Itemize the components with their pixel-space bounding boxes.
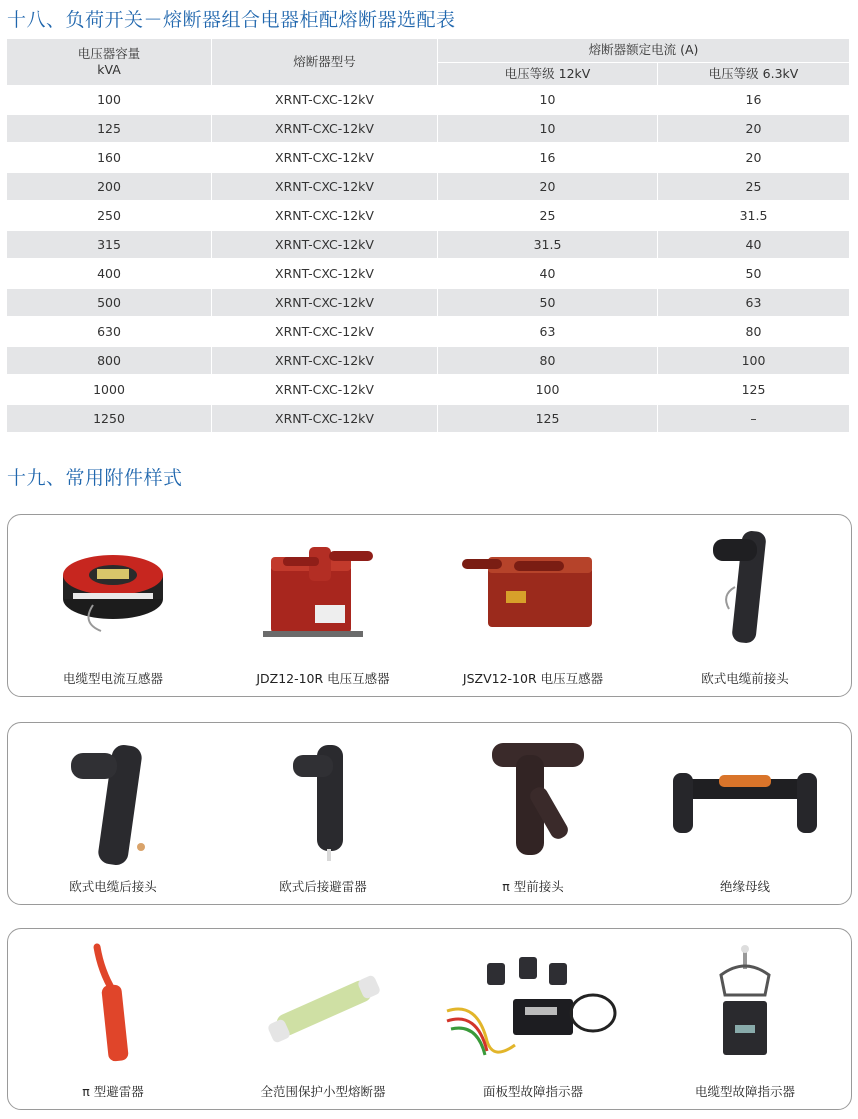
accessory-item — [218, 929, 428, 1109]
table-row — [7, 259, 850, 288]
cell-i12: 100 — [438, 375, 658, 404]
cell-i12: 20 — [438, 172, 658, 201]
cell-model: XRNT-CXC-12kV — [212, 114, 438, 143]
section-18-title: 十八、负荷开关－熔断器组合电器柜配熔断器选配表 — [7, 9, 456, 31]
cell-kva: 1250 — [7, 404, 212, 433]
cell-i12: 10 — [438, 114, 658, 143]
section-19-title: 十九、常用附件样式 — [7, 467, 183, 489]
table-row — [7, 114, 850, 143]
accessory-caption: 欧式电缆前接头 — [701, 671, 789, 686]
insulated-busbar-image — [640, 735, 850, 865]
cell-i63: 31.5 — [658, 201, 850, 230]
accessory-panel-2 — [7, 722, 852, 905]
cell-kva: 250 — [7, 201, 212, 230]
accessory-caption: π 型避雷器 — [82, 1084, 144, 1099]
accessory-item — [218, 515, 428, 696]
cell-model: XRNT-CXC-12kV — [212, 259, 438, 288]
ring-current-transformer-image — [8, 527, 218, 657]
cell-model: XRNT-CXC-12kV — [212, 143, 438, 172]
cell-model: XRNT-CXC-12kV — [212, 288, 438, 317]
cell-kva: 500 — [7, 288, 212, 317]
accessory-caption: 电缆型电流互感器 — [62, 671, 163, 686]
accessory-item — [8, 515, 218, 696]
jdz12-voltage-transformer-image — [218, 527, 428, 657]
cell-i63: 63 — [658, 288, 850, 317]
cell-model: XRNT-CXC-12kV — [212, 201, 438, 230]
cell-kva: 315 — [7, 230, 212, 259]
cell-i63: 50 — [658, 259, 850, 288]
cell-kva: 160 — [7, 143, 212, 172]
accessory-item — [428, 929, 638, 1109]
table-row — [7, 172, 850, 201]
euro-cable-front-connector-image — [640, 527, 850, 657]
table-row — [7, 404, 850, 433]
cell-kva: 200 — [7, 172, 212, 201]
accessory-panel-1 — [7, 514, 852, 697]
cell-i63: 25 — [658, 172, 850, 201]
accessory-item — [428, 723, 638, 904]
cell-i63: 100 — [658, 346, 850, 375]
cell-kva: 800 — [7, 346, 212, 375]
accessory-item — [640, 723, 850, 904]
table-row — [7, 317, 850, 346]
accessory-caption: π 型前接头 — [502, 879, 564, 894]
table-row — [7, 230, 850, 259]
accessory-item — [218, 723, 428, 904]
cell-kva: 100 — [7, 86, 212, 115]
cell-model: XRNT-CXC-12kV — [212, 86, 438, 115]
accessory-panel-3 — [7, 928, 852, 1110]
mini-fuse-image — [218, 941, 428, 1071]
cell-i12: 10 — [438, 86, 658, 115]
cell-i12: 80 — [438, 346, 658, 375]
jszv12-voltage-transformer-image — [428, 527, 638, 657]
cell-i63: 125 — [658, 375, 850, 404]
accessory-caption: 欧式电缆后接头 — [69, 879, 157, 894]
accessory-item — [640, 515, 850, 696]
accessory-caption: JSZV12-10R 电压互感器 — [462, 671, 604, 686]
header-fuse-model: 熔断器型号 — [212, 39, 438, 86]
pi-front-connector-image — [428, 735, 638, 865]
accessory-item — [8, 929, 218, 1109]
cable-fault-indicator-image — [640, 941, 850, 1071]
table-row — [7, 86, 850, 115]
panel-fault-indicator-image — [428, 941, 638, 1071]
cell-i12: 125 — [438, 404, 658, 433]
cell-i12: 50 — [438, 288, 658, 317]
cell-model: XRNT-CXC-12kV — [212, 317, 438, 346]
header-level-12kv: 电压等级 12kV — [438, 62, 658, 86]
accessory-caption: 全范围保护小型熔断器 — [260, 1084, 386, 1099]
header-level-6.3kv: 电压等级 6.3kV — [658, 62, 850, 86]
euro-cable-rear-connector-image — [8, 735, 218, 865]
table-row — [7, 288, 850, 317]
table-row — [7, 346, 850, 375]
table-row — [7, 201, 850, 230]
cell-i63: 40 — [658, 230, 850, 259]
cell-i12: 31.5 — [438, 230, 658, 259]
cell-model: XRNT-CXC-12kV — [212, 404, 438, 433]
accessory-item — [640, 929, 850, 1109]
cell-i12: 25 — [438, 201, 658, 230]
cell-kva: 1000 — [7, 375, 212, 404]
accessory-caption: 电缆型故障指示器 — [694, 1084, 795, 1099]
accessory-caption: 面板型故障指示器 — [482, 1084, 583, 1099]
euro-rear-arrester-image — [218, 735, 428, 865]
cell-model: XRNT-CXC-12kV — [212, 375, 438, 404]
cell-i12: 63 — [438, 317, 658, 346]
table-row — [7, 375, 850, 404]
fuse-selection-table — [6, 38, 850, 434]
cell-i63: 80 — [658, 317, 850, 346]
cell-kva: 630 — [7, 317, 212, 346]
cell-kva: 125 — [7, 114, 212, 143]
cell-i63: 20 — [658, 114, 850, 143]
accessory-item — [8, 723, 218, 904]
cell-i63: 20 — [658, 143, 850, 172]
header-capacity: 电压器容量 kVA — [7, 39, 212, 86]
cell-i63: 16 — [658, 86, 850, 115]
table-row — [7, 143, 850, 172]
header-rated-current: 熔断器额定电流 (A) — [438, 39, 850, 63]
cell-kva: 400 — [7, 259, 212, 288]
accessory-item — [428, 515, 638, 696]
cell-model: XRNT-CXC-12kV — [212, 346, 438, 375]
cell-model: XRNT-CXC-12kV — [212, 172, 438, 201]
accessory-caption: 欧式后接避雷器 — [279, 879, 367, 894]
cell-i63: – — [658, 404, 850, 433]
cell-model: XRNT-CXC-12kV — [212, 230, 438, 259]
cell-i12: 40 — [438, 259, 658, 288]
accessory-caption: JDZ12-10R 电压互感器 — [256, 671, 390, 686]
accessory-caption: 绝缘母线 — [719, 879, 770, 894]
pi-arrester-image — [8, 941, 218, 1071]
cell-i12: 16 — [438, 143, 658, 172]
